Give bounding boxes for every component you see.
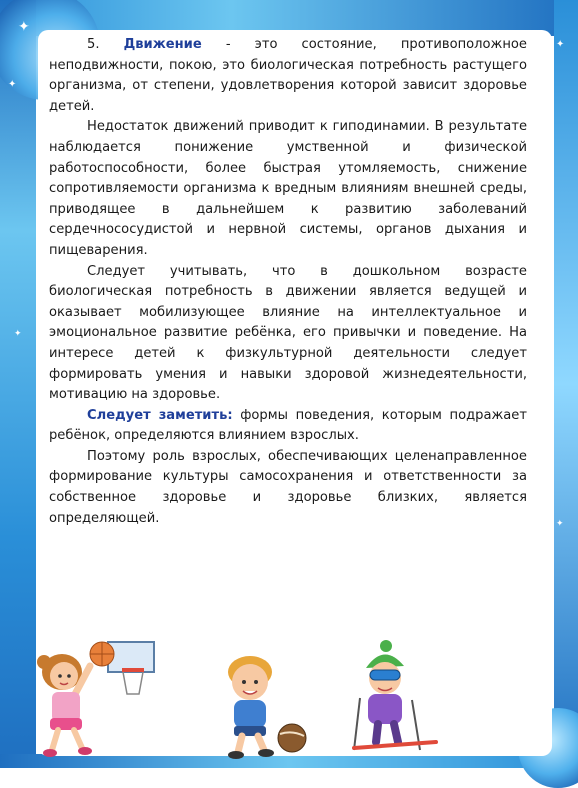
paragraph-text: Недостаток движений приводит к гиподинамии. В результате наблюдается понижение умственной и физической работоспособности, более быстрая утомляемость, снижение сопротивляемости организма к вредным влияниям внешней среды, приводящее в дальнейшем к развитию заболеваний сердечнососудистой и нервной системы, органов дыхания и пищеварения.	[49, 119, 527, 258]
kid-skiing-icon	[340, 638, 450, 760]
paragraph-2	[49, 117, 527, 261]
frame-right	[554, 0, 578, 768]
star-icon: ✦	[8, 79, 17, 90]
paragraph-text: Поэтому роль взрослых, обеспечивающих целенаправленное формирование культуры самосохранения и ответственности за собственное здоровье и здоровье близких, является определяющей.	[49, 448, 527, 526]
paragraph-1	[49, 35, 527, 117]
star-icon: ✦	[18, 19, 30, 35]
paragraph-text: формы поведения, которым подражает ребёнок, определяются влиянием взрослых.	[49, 407, 527, 444]
note-highlight: Следует заметить:	[87, 407, 233, 423]
boy-football-icon	[208, 650, 318, 760]
star-icon: ✦	[556, 39, 565, 50]
paragraph-text: - это состояние, противоположное неподвижности, покою, это биологическая потребность растущего организма, от степени, удовлетворения которой зависит здоровье детей.	[49, 37, 527, 114]
paragraph-number: 5.	[87, 37, 100, 52]
paragraph-text: Следует учитывать, что в дошкольном возрасте биологическая потребность в движении является ведущей и оказывает мобилизующее влияние на интеллектуальное и эмоциональное развитие ребёнка, его привычки и поведение. На интересе детей к физкультурной деятельности следует формировать умения и навыки здоровой жизнедеятельности, мотивацию на здоровье.	[49, 263, 527, 403]
article-text	[49, 35, 527, 529]
paragraph-3	[49, 262, 527, 406]
star-icon: ✦	[14, 329, 22, 339]
term-highlight: Движение	[123, 37, 202, 52]
paragraph-5	[49, 447, 527, 529]
girl-basketball-icon	[30, 636, 160, 760]
paragraph-4	[49, 406, 527, 447]
star-icon: ✦	[556, 519, 564, 529]
